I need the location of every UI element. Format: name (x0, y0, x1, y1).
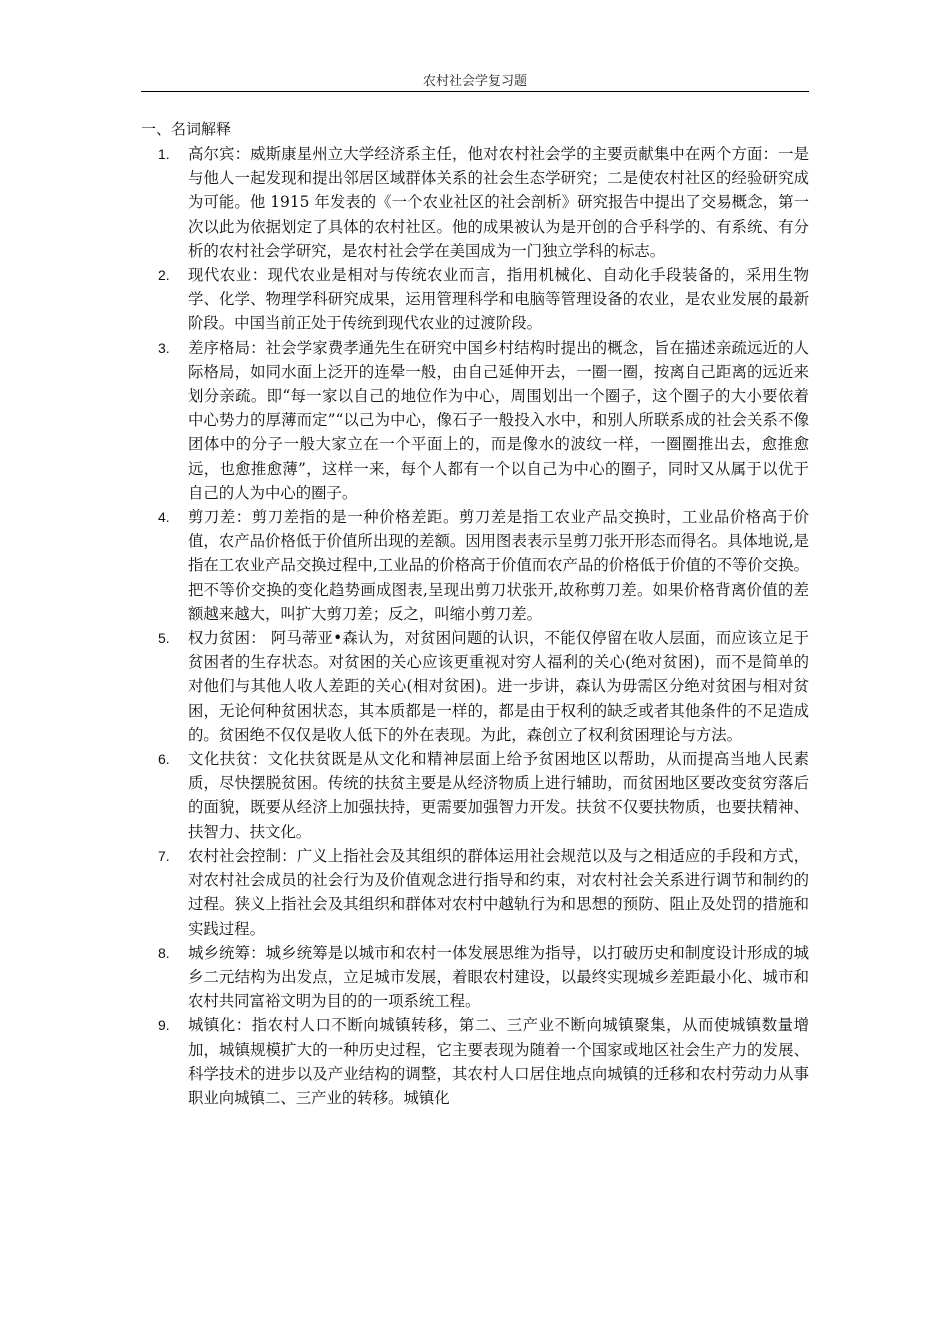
item-number: 8. (158, 944, 170, 961)
item-text: 城乡统筹：城乡统筹是以城市和农村一体发展思维为指导，以打破历史和制度设计形成的城乡二元结构为出发点，立足城市发展，着眼农村建设，以最终实现城乡差距最小化、城市和农村共同富裕文明为目的的一项系统工程。 (188, 943, 809, 1011)
list-item (141, 336, 809, 505)
section-title: 一、名词解释 (141, 120, 232, 138)
list-item (141, 844, 809, 941)
item-number: 6. (158, 751, 170, 768)
item-text: 城镇化：指农村人口不断向城镇转移，第二、三产业不断向城镇聚集，从而使城镇数量增加，城镇规模扩大的一种历史过程，它主要表现为随着一个国家或地区社会生产力的发展、科学技术的进步以及产业结构的调整，其农村人口居住地点向城镇的迁移和农村劳动力从事职业向城镇二、三产业的转移。城镇化 (188, 1016, 809, 1107)
item-text: 高尔宾：威斯康星州立大学经济系主任，他对农村社会学的主要贡献集中在两个方面：一是与他人一起发现和提出邻居区域群体关系的社会生态学研究；二是使农村社区的经验研究成为可能。他 1915 年发表的《一个农业社区的社会剖析》研究报告中提出了交易概念，第一次以此为依据划定了具体的农村社区。他的成果被认为是开创的合乎科学的、有系统、有分析的农村社会学研究，是农村社会学在美国成为一门独立学科的标志。 (188, 145, 809, 260)
list-item (141, 626, 809, 747)
list-item (141, 747, 809, 844)
item-text: 剪刀差：剪刀差指的是一种价格差距。剪刀差是指工农业产品交换时，工业品价格高于价值，农产品价格低于价值所出现的差额。因用图表表示呈剪刀张开形态而得名。具体地说,是指在工农业产品交换过程中,工业品的价格高于价值而农产品的价格低于价值的不等价交换。把不等价交换的变化趋势画成图表,呈现出剪刀状张开,故称剪刀差。如果价格背离价值的差额越来越大，叫扩大剪刀差；反之，叫缩小剪刀差。 (188, 508, 809, 623)
item-number: 4. (158, 509, 170, 526)
item-number: 9. (158, 1017, 170, 1034)
item-text: 差序格局：社会学家费孝通先生在研究中国乡村结构时提出的概念，旨在描述亲疏远近的人际格局，如同水面上泛开的连晕一般，由自己延伸开去，一圈一圈，按离自己距离的远近来划分亲疏。即“每一家以自己的地位作为中心，周围划出一个圈子，这个圈子的大小要依着中心势力的厚薄而定”“以己为中心，像石子一般投入水中，和别人所联系成的社会关系不像团体中的分子一般大家立在一个平面上的，而是像水的波纹一样，一圈圈推出去，愈推愈远，也愈推愈薄”，这样一来，每个人都有一个以自己为中心的圈子，同时又从属于以优于自己的人为中心的圈子。 (188, 338, 809, 502)
list-item (141, 1013, 809, 1110)
item-number: 3. (158, 339, 170, 356)
page-header-title: 农村社会学复习题 (422, 74, 527, 89)
item-text: 权力贫困： 阿马蒂亚•森认为，对贫困问题的认识，不能仅停留在收人层面，而应该立足于贫困者的生存状态。对贫困的关心应该更重视对穷人福利的关心(绝对贫困)，而不是简单的对他们与其他人收人差距的关心(相对贫困)。进一步讲，森认为毋需区分绝对贫困与相对贫困，无论何种贫困状态，其本质都是一样的，都是由于权利的缺乏或者其他条件的不足造成的。贫困绝不仅仅是收人低下的外在表现。为此，森创立了权利贫困理论与方法。 (188, 629, 809, 744)
list-item (141, 941, 809, 1014)
list-item (141, 263, 809, 336)
header-divider (141, 91, 809, 92)
item-number: 2. (158, 267, 170, 284)
item-text: 文化扶贫：文化扶贫既是从文化和精神层面上给予贫困地区以帮助，从而提高当地人民素质，尽快摆脱贫困。传统的扶贫主要是从经济物质上进行辅助，而贫困地区要改变贫穷落后的面貌，既要从经济上加强扶持，更需要加强智力开发。扶贫不仅要扶物质，也要扶精神、扶智力、扶文化。 (188, 750, 809, 841)
item-number: 7. (158, 847, 170, 864)
item-text: 农村社会控制：广义上指社会及其组织的群体运用社会规范以及与之相适应的手段和方式，对农村社会成员的社会行为及价值观念进行指导和约束，对农村社会关系进行调节和制约的过程。狭义上指社会及其组织和群体对农村中越轨行为和思想的预防、阻止及处罚的措施和实践过程。 (188, 846, 809, 938)
item-text: 现代农业：现代农业是相对与传统农业而言，指用机械化、自动化手段装备的，采用生物学、化学、物理学科研究成果，运用管理科学和电脑等管理设备的农业，是农业发展的最新阶段。中国当前正处于传统到现代农业的过渡阶段。 (188, 266, 809, 333)
list-item (141, 142, 809, 263)
item-number: 1. (158, 146, 170, 162)
definition-list (141, 142, 809, 1110)
list-item (141, 505, 809, 626)
item-number: 5. (158, 630, 170, 647)
